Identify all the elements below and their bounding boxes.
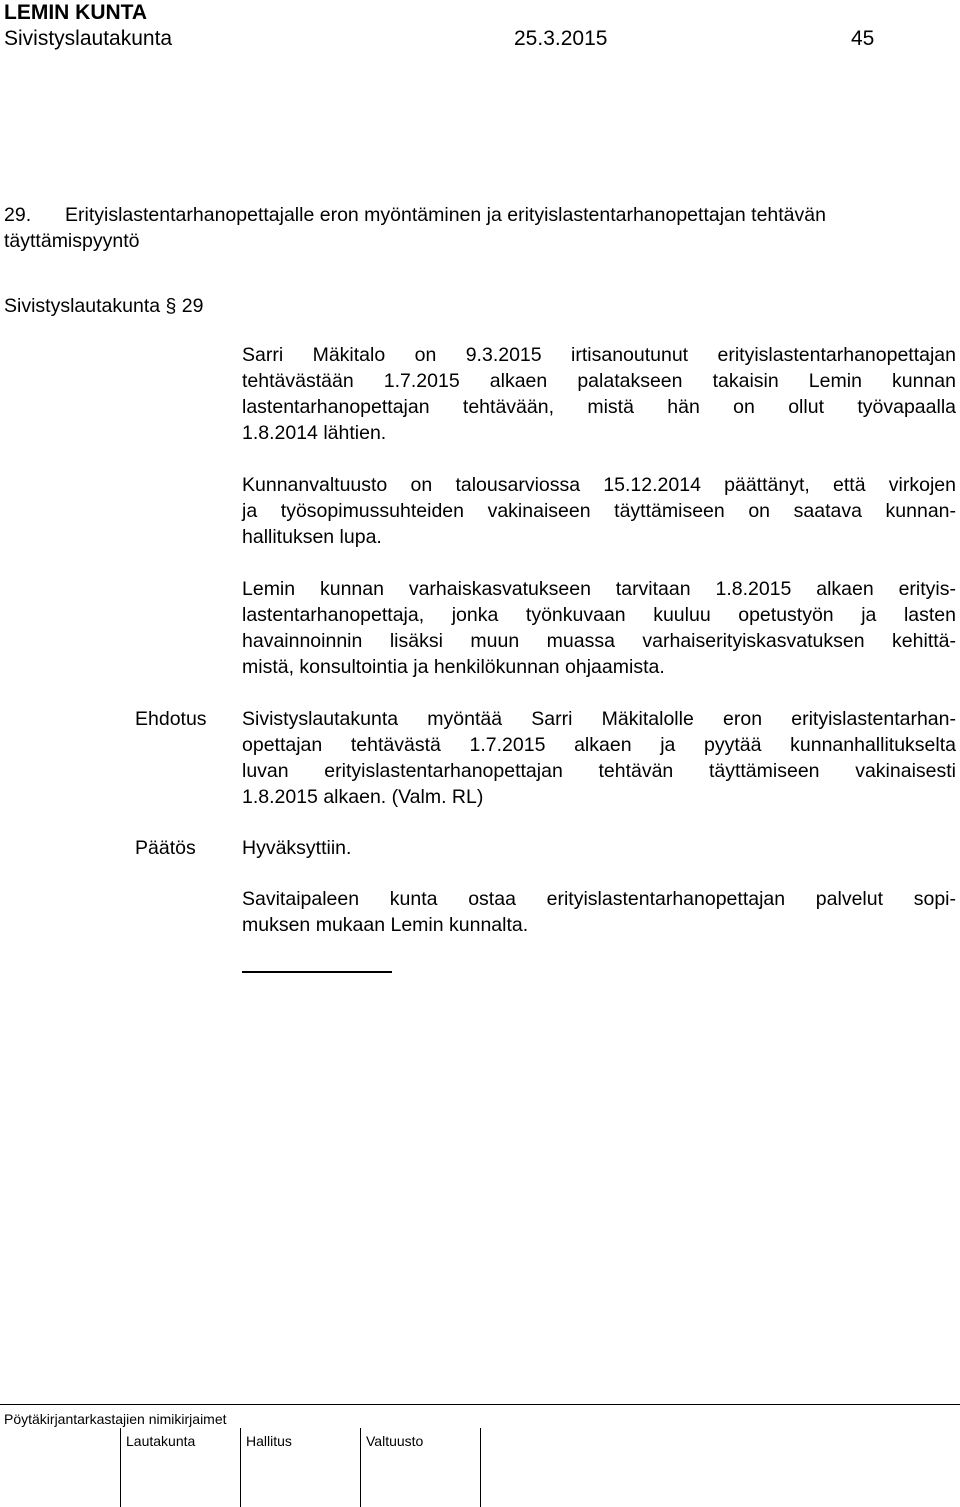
paragraph-line: lastentarhanopettaja, jonka työnkuvaan kuuluu opetustyön ja lasten — [242, 604, 956, 626]
committee-name: Sivistyslautakunta — [4, 27, 173, 50]
paragraph-line: 1.8.2014 lähtien. — [242, 422, 387, 444]
paragraph-line: Sarri Mäkitalo on 9.3.2015 irtisanoutunut erityislastentarhanopettajan — [242, 344, 956, 366]
meeting-date: 25.3.2015 — [514, 27, 608, 50]
paragraph-line: hallituksen lupa. — [242, 526, 382, 548]
initials-title: Pöytäkirjantarkastajien nimikirjaimet — [4, 1411, 227, 1427]
decision-label: Päätös — [135, 837, 196, 859]
decision-extra-line: Savitaipaleen kunta ostaa erityislastentarhanopettajan palvelut sopi- — [242, 888, 956, 910]
item-title-line-2: täyttämispyyntö — [4, 230, 140, 252]
paragraph-line: havainnoinnin lisäksi muun muassa varhaiserityiskasvatuksen kehittä- — [242, 630, 956, 652]
footer-top-rule — [0, 1404, 960, 1405]
footer-column-valtuusto: Valtuusto — [366, 1433, 424, 1449]
decision-extra-line: muksen mukaan Lemin kunnalta. — [242, 914, 529, 936]
paragraph-line: ja työsopimussuhteiden vakinaiseen täyttämiseen on saatava kunnan- — [242, 500, 956, 522]
item-number: 29. — [4, 204, 32, 226]
paragraph-line: Lemin kunnan varhaiskasvatukseen tarvitaan 1.8.2015 alkaen erityis- — [242, 578, 956, 600]
proposal-text — [242, 706, 956, 810]
paragraph-line: lastentarhanopettajan tehtävään, mistä hän on ollut työvapaalla — [242, 396, 956, 418]
footer-divider — [240, 1428, 241, 1507]
footer-column-hallitus: Hallitus — [246, 1433, 292, 1449]
footer-column-lautakunta: Lautakunta — [126, 1433, 196, 1449]
paragraph-line: Kunnanvaltuusto on talousarviossa 15.12.2014 päättänyt, että virkojen — [242, 474, 956, 496]
paragraph-budget — [242, 472, 956, 550]
section-reference: Sivistyslautakunta § 29 — [4, 295, 204, 317]
decision-extra — [242, 886, 956, 938]
decision-line: Hyväksyttiin. — [242, 837, 352, 859]
proposal-line: opettajan tehtävästä 1.7.2015 alkaen ja pyytää kunnanhallitukselta — [242, 734, 956, 756]
section-end-rule — [242, 971, 392, 973]
paragraph-need — [242, 576, 956, 680]
footer-divider — [480, 1428, 481, 1507]
item-title-line-1: Erityislastentarhanopettajalle eron myöntäminen ja erityislastentarhanopettajan tehtävän — [65, 204, 826, 226]
organization-name: LEMIN KUNTA — [4, 1, 148, 24]
footer-divider — [120, 1428, 121, 1507]
proposal-line: luvan erityislastentarhanopettajan tehtävän täyttämiseen vakinaisesti — [242, 760, 956, 782]
paragraph-resignation — [242, 342, 956, 446]
proposal-line: 1.8.2015 alkaen. (Valm. RL) — [242, 786, 484, 808]
paragraph-line: tehtävästään 1.7.2015 alkaen palatakseen takaisin Lemin kunnan — [242, 370, 956, 392]
page-number: 45 — [851, 27, 875, 50]
proposal-line: Sivistyslautakunta myöntää Sarri Mäkitalolle eron erityislastentarhan- — [242, 708, 956, 730]
paragraph-line: mistä, konsultointia ja henkilökunnan ohjaamista. — [242, 656, 665, 678]
footer-divider — [360, 1428, 361, 1507]
proposal-label: Ehdotus — [135, 708, 207, 730]
decision-text — [242, 835, 956, 861]
